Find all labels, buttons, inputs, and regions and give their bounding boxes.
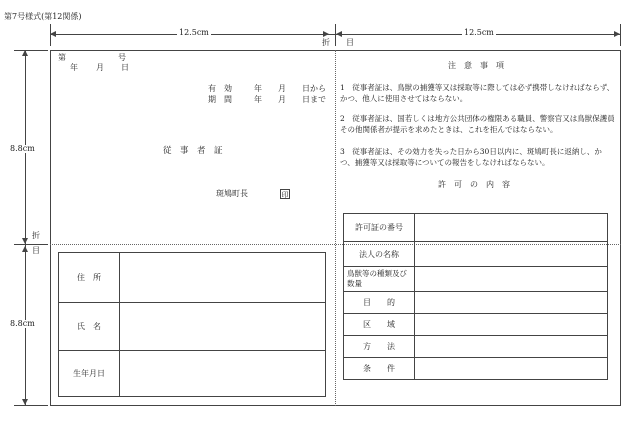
permit-row-value[interactable] [415,358,608,380]
note-item-2: 2 従事者証は、国若しくは地方公共団体の権限ある職員、警察官又は鳥獣保護員その他関係者が提示を求めたときは、これを拒んではならない。 [340,114,615,134]
note-item-1: 1 従事者証は、鳥獣の捕獲等又は採取等に際しては必ず携帯しなければならず、かつ、他人に使用させてはならない。 [340,83,615,103]
number-suffix: 号 [118,53,126,62]
permit-row-label: 目 的 [344,292,415,314]
validity-from: 年 月 日から [254,84,326,93]
permit-row-label: 方 法 [344,336,415,358]
personal-row-value[interactable] [120,253,326,303]
permit-row-label: 法人の名称 [344,242,415,267]
width-left-label: 12.5cm [179,28,209,37]
permit-row-label: 鳥獣等の種類及び数量 [344,267,415,292]
note-item-3: 3 従事者証は、その効力を失った日から30日以内に、斑鳩町長に返納し、かつ、捕獲等又は採取等についての報告をしなければならない。 [340,147,602,167]
fold-top-label-1: 折 [322,38,330,47]
permit-row [344,292,608,314]
fold-side-label-2: 目 [32,246,40,255]
permit-row-value[interactable] [415,242,608,267]
personal-row-label: 住 所 [59,253,120,303]
validity-to: 年 月 日まで [254,95,326,104]
height-bottom-label: 8.8cm [10,319,35,328]
cert-title: 従 事 者 証 [163,146,223,156]
number-prefix: 第 [58,53,66,62]
height-top-label: 8.8cm [10,144,35,153]
fold-line-vertical [335,50,336,406]
permit-row [344,314,608,336]
validity-label-1: 有 効 [208,84,232,93]
permit-heading: 許 可 の 内 容 [438,180,510,189]
permit-row-label: 条 件 [344,358,415,380]
fold-side-label-1: 折 [32,231,40,240]
personal-row [59,303,326,351]
personal-row-label: 氏 名 [59,303,120,351]
validity-label-2: 期 間 [208,95,232,104]
permit-table [343,213,608,380]
personal-row-value[interactable] [120,303,326,351]
permit-row-label: 区 域 [344,314,415,336]
permit-row [344,267,608,292]
permit-row-value[interactable] [415,292,608,314]
personal-row-value[interactable] [120,351,326,397]
permit-row-value[interactable] [415,214,608,242]
notes-heading: 注 意 事 項 [448,61,504,70]
seal-mark: 印 [281,191,289,199]
permit-row [344,336,608,358]
personal-row-label: 生年月日 [59,351,120,397]
personal-row [59,351,326,397]
permit-row [344,358,608,380]
permit-row-label: 許可証の番号 [344,214,415,242]
personal-table [58,252,326,397]
issuer-name: 斑鳩町長 [216,189,248,198]
date-month: 月 [96,63,104,72]
personal-row [59,253,326,303]
width-right-label: 12.5cm [464,28,494,37]
date-year: 年 [70,63,78,72]
permit-row-value[interactable] [415,336,608,358]
permit-row [344,242,608,267]
form-title: 第7号様式(第12関係) [4,12,82,21]
permit-row-value[interactable] [415,267,608,292]
fold-top-label-2: 目 [346,38,354,47]
permit-row [344,214,608,242]
permit-row-value[interactable] [415,314,608,336]
date-day: 日 [121,63,129,72]
